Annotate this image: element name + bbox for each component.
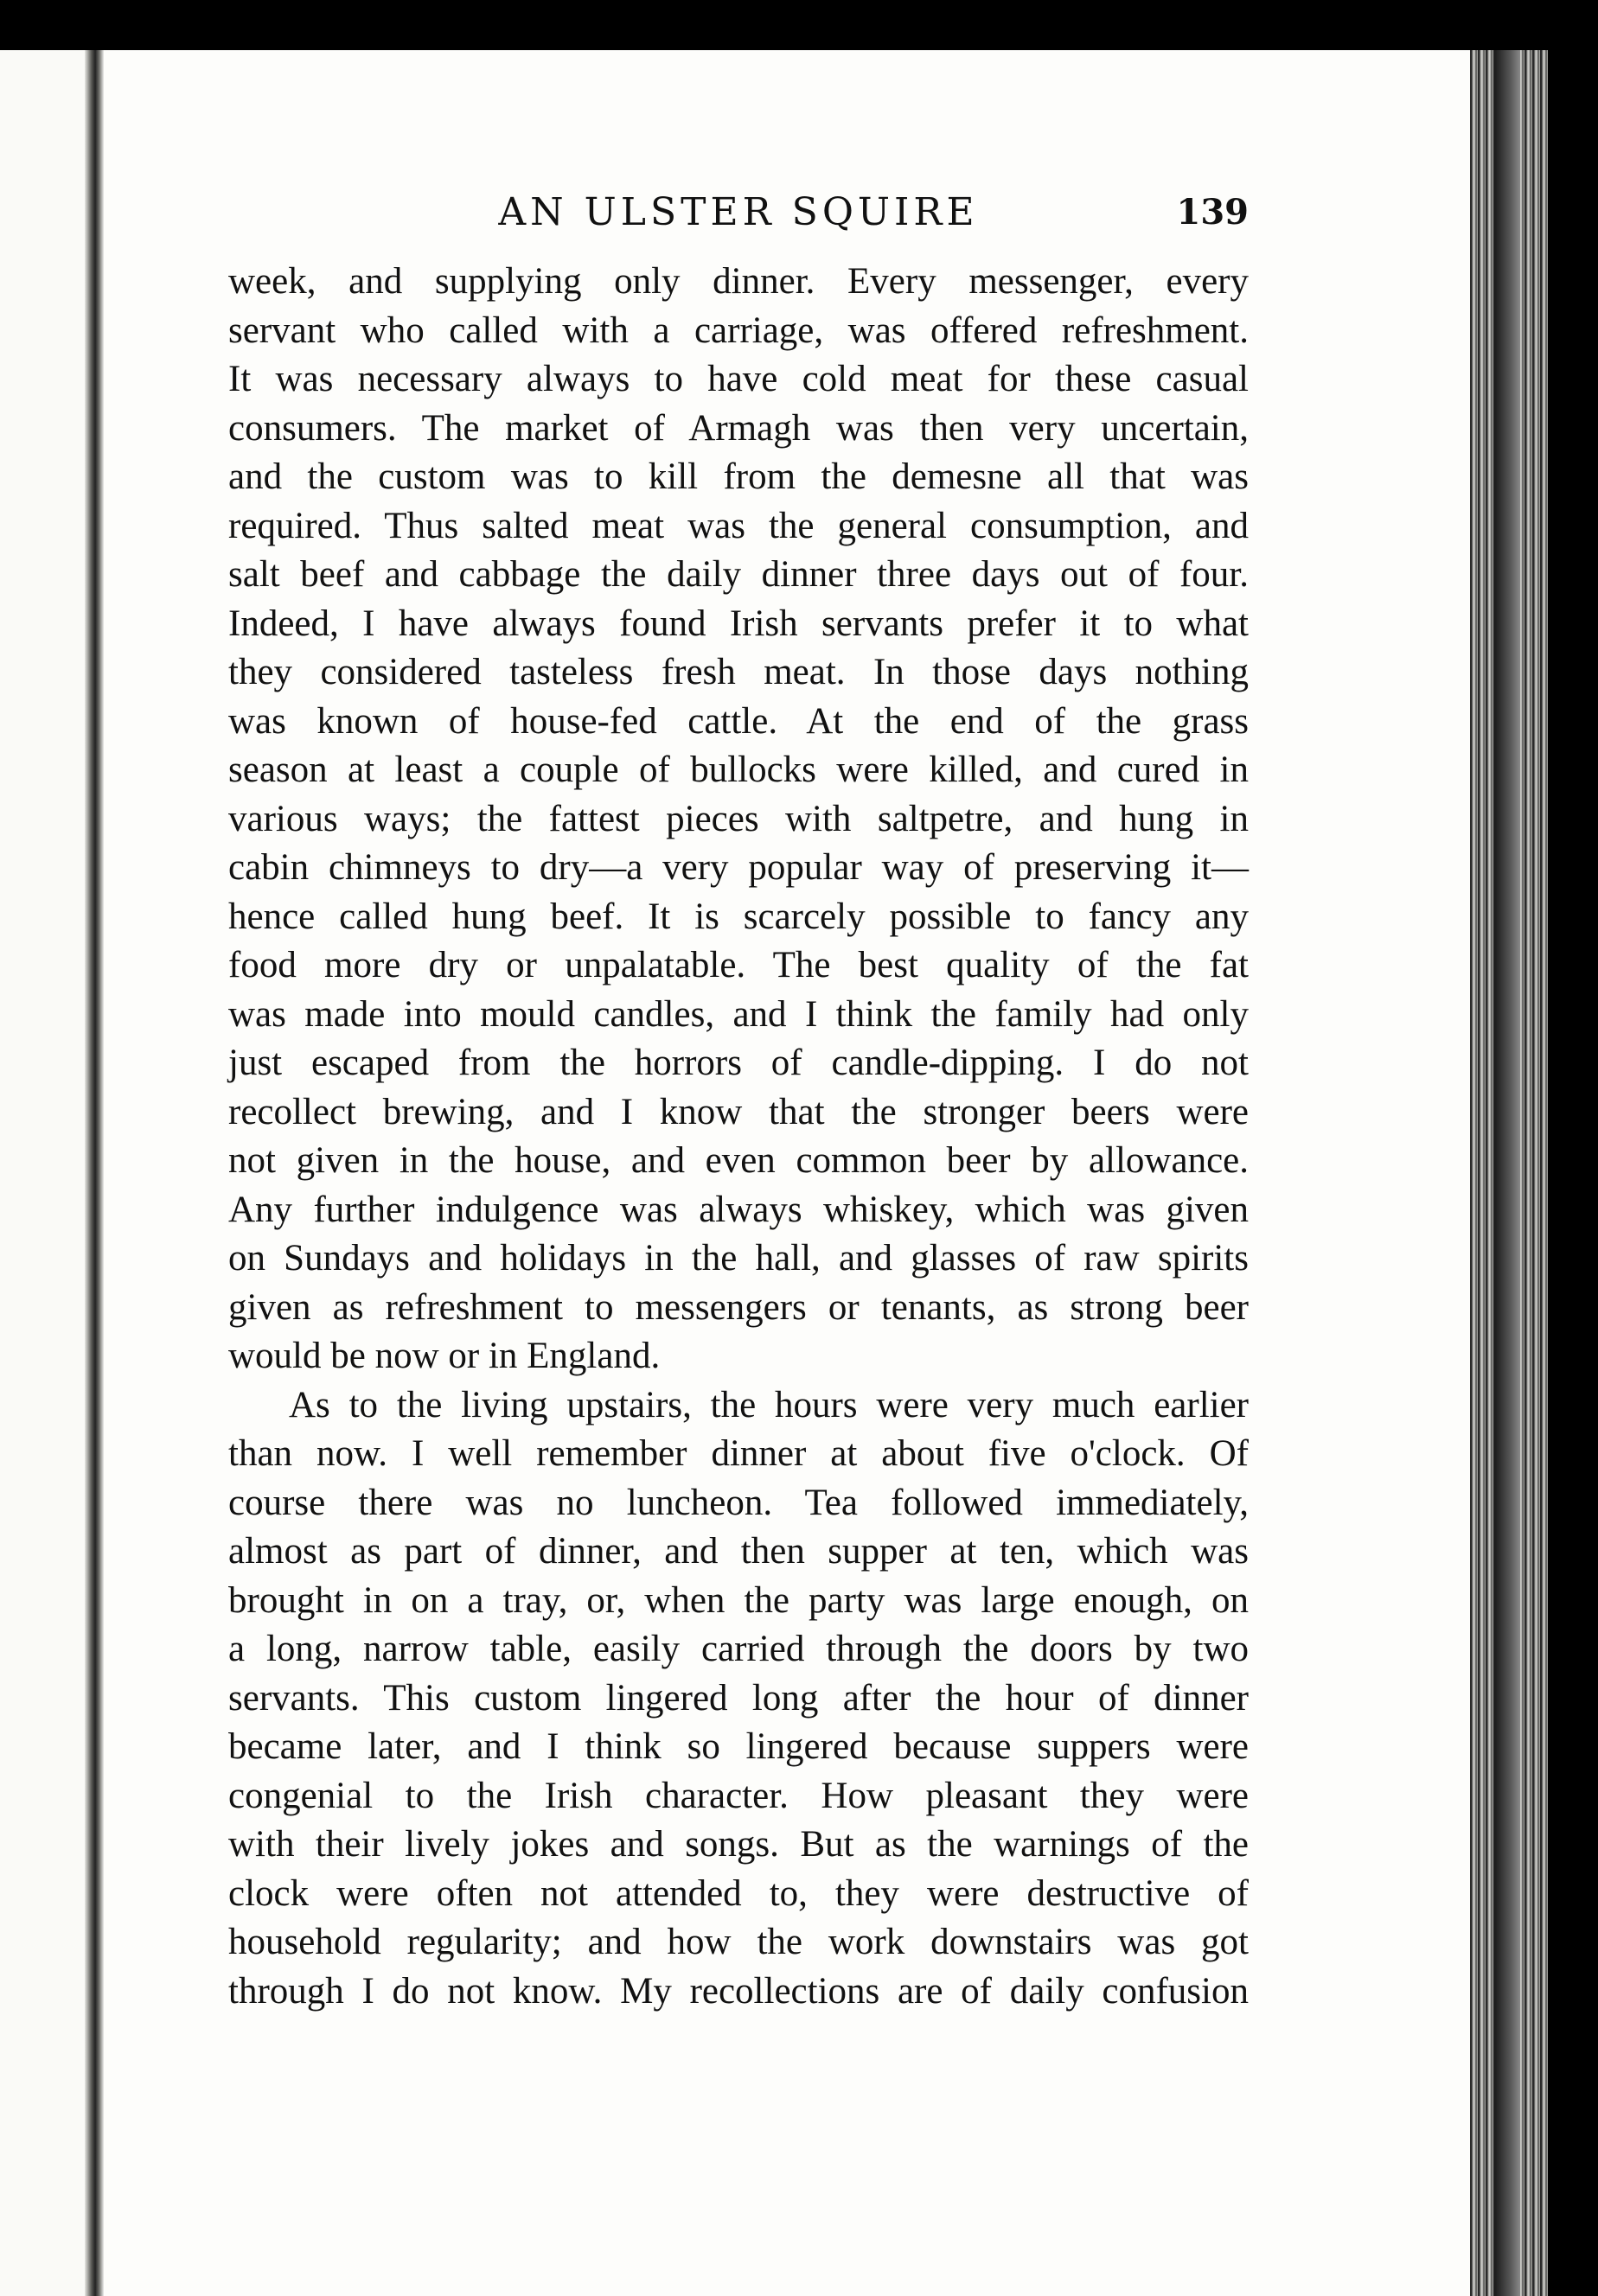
text-line: consumers. The market of Armagh was then very uncertain,	[228, 407, 1249, 449]
text-line: week, and supplying only dinner. Every messenger, every	[228, 261, 1249, 302]
page-header	[228, 187, 1249, 239]
page-number: 139	[1176, 192, 1249, 233]
text-line: It was necessary always to have cold meat for these casual	[228, 359, 1249, 399]
text-line: Any further indulgence was always whiskey, which was given	[228, 1189, 1249, 1230]
text-line: was made into mould candles, and I think the family had only	[228, 993, 1249, 1035]
text-line: food more dry or unpalatable. The best quality of the fat	[228, 945, 1249, 985]
text-line: given as refreshment to messengers or tenants, as strong beer	[228, 1286, 1249, 1328]
text-line: cabin chimneys to dry—a very popular way of preserving it—	[228, 847, 1249, 888]
text-line: was known of house-fed cattle. At the end of the grass	[228, 700, 1249, 742]
text-line: not given in the house, and even common beer by allowance.	[228, 1140, 1249, 1181]
text-line: would be now or in England.	[228, 1336, 661, 1376]
body-text	[228, 258, 1249, 2016]
text-line: salt beef and cabbage the daily dinner three days out of four.	[228, 554, 1249, 595]
text-line: clock were often not attended to, they were destructive of	[228, 1872, 1249, 1914]
text-line: they considered tasteless fresh meat. In those days nothing	[228, 652, 1249, 692]
text-line: hence called hung beef. It is scarcely possible to fancy any	[228, 896, 1249, 937]
text-line: just escaped from the horrors of candle-dipping. I do not	[228, 1043, 1249, 1083]
text-line: became later, and I think so lingered because suppers were	[228, 1726, 1249, 1767]
book-gutter	[85, 50, 104, 2296]
text-line: than now. I well remember dinner at about five o'clock. Of	[228, 1433, 1249, 1474]
text-line: Indeed, I have always found Irish servants prefer it to what	[228, 603, 1249, 644]
facing-page-edge	[0, 50, 85, 2296]
fore-edge-shadow	[1494, 50, 1520, 2296]
text-line: with their lively jokes and songs. But as the warnings of the	[228, 1824, 1249, 1865]
text-line: various ways; the fattest pieces with saltpetre, and hung in	[228, 798, 1249, 839]
text-line: and the custom was to kill from the demesne all that was	[228, 456, 1249, 497]
running-head: AN ULSTER SQUIRE	[498, 190, 979, 234]
text-line: on Sundays and holidays in the hall, and glasses of raw spirits	[228, 1238, 1249, 1279]
text-line: season at least a couple of bullocks were killed, and cured in	[228, 749, 1249, 790]
text-line: servant who called with a carriage, was offered refreshment.	[228, 309, 1249, 351]
text-line: through I do not know. My recollections are of daily confusion	[228, 1970, 1249, 2012]
text-line: servants. This custom lingered long after the hour of dinner	[228, 1677, 1249, 1719]
scan-background-right	[1548, 0, 1598, 2296]
text-line: a long, narrow table, easily carried through the doors by two	[228, 1629, 1249, 1669]
text-line: course there was no luncheon. Tea followed immediately,	[228, 1482, 1249, 1523]
text-line: household regularity; and how the work downstairs was got	[228, 1922, 1249, 1962]
text-line: brought in on a tray, or, when the party was large enough, on	[228, 1579, 1249, 1621]
text-line: almost as part of dinner, and then supper at ten, which was	[228, 1531, 1249, 1572]
text-line: required. Thus salted meat was the general consumption, and	[228, 505, 1249, 546]
text-line: congenial to the Irish character. How pleasant they were	[228, 1775, 1249, 1816]
text-line: recollect brewing, and I know that the stronger beers were	[228, 1091, 1249, 1132]
text-line: As to the living upstairs, the hours were very much earlier	[289, 1384, 1249, 1425]
